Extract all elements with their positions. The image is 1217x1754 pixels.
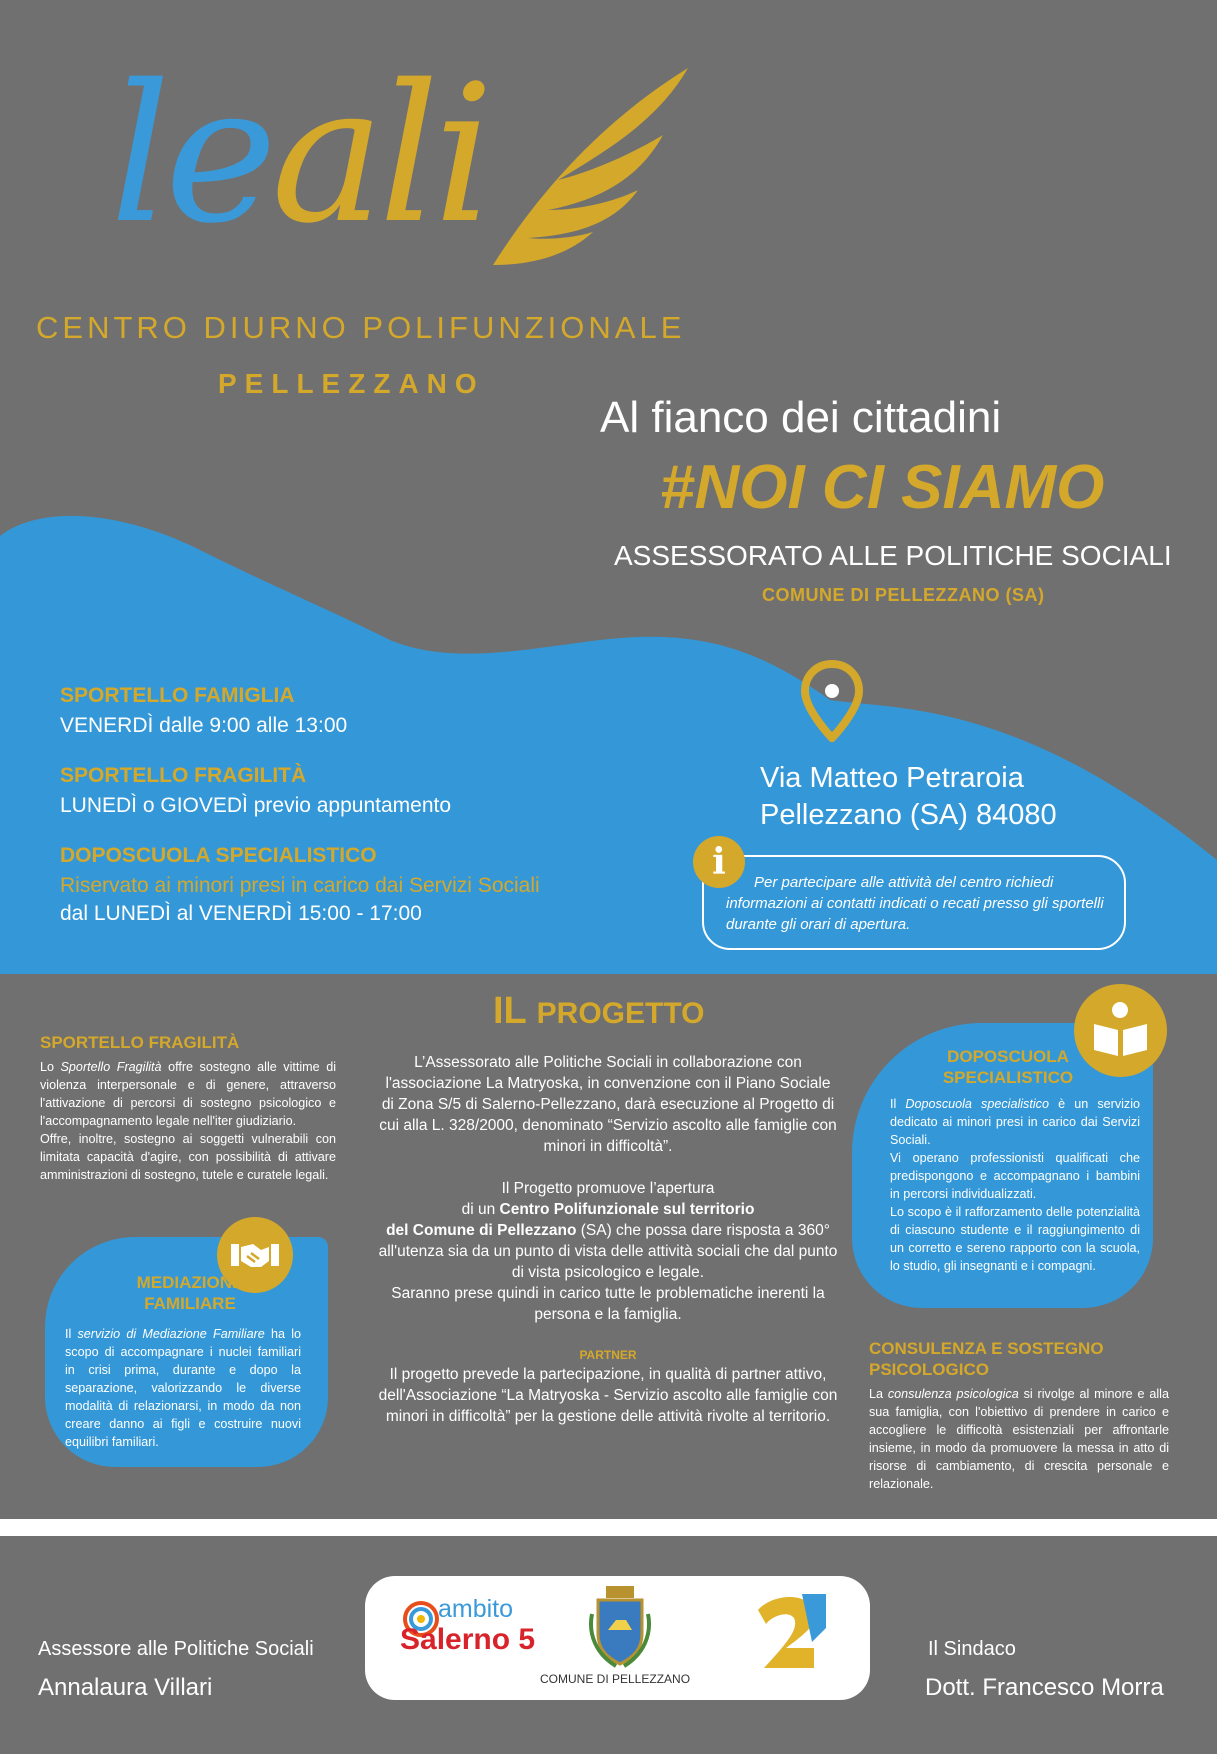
- salerno-word: Salerno 5: [400, 1623, 536, 1656]
- fragilita-title: SPORTELLO FRAGILITÀ: [40, 1033, 240, 1052]
- progetto-title-a: IL: [493, 990, 527, 1032]
- mediazione-title: MEDIAZIONE FAMILIARE: [136, 1273, 244, 1313]
- comune-caption: COMUNE DI PELLEZZANO: [540, 1672, 691, 1686]
- info-text: Per partecipare alle attività del centro richiedi informazioni ai contatti indicati o recati presso gli sportelli durante gli orari di apertura.: [726, 874, 1104, 933]
- assessorato: ASSESSORATO ALLE POLITICHE SOCIALI: [614, 540, 1172, 571]
- service-hours: LUNEDÌ o GIOVEDÌ previo appuntamento: [60, 794, 452, 817]
- progetto-paragraph-2: Il Progetto promuove l’apertura di un Centro Polifunzionale sul territorio del Comune di Pellezzano (SA) che possa dare risposta a 360° all'utenza sia da un punto di vista delle attività sociali che dal punto di vista psicologico e legale. Saranno prese quindi in carico tutte le problematiche inerenti la persona e la famiglia.: [378, 1180, 838, 1323]
- tagline: Al fianco dei cittadini: [600, 393, 1002, 442]
- fragilita-text: Lo Sportello Fragilità offre sostegno alle vittime di violenza interpersonale e di genere, attraverso l'attivazione di percorsi di sostegno psicologico e l'accompagnamento legale nell'iter giudiziario. Offre, inoltre, sostegno ai soggetti vulnerabili con limitata capacità d'agire, con possibilità di attivare amministrazioni di sostegno, tutele e curatele legali.: [40, 1060, 336, 1182]
- divider-band: [0, 1519, 1217, 1536]
- progetto-paragraph-1: L’Assessorato alle Politiche Sociali in collaborazione con l'associazione La Matryoska, in convenzione con il Piano Sociale di Zona S/5 di Salerno-Pellezzano, darà esecuzione al Progetto di cui alla L. 328/2000, denominato “Servizio ascolto alle famiglie con minori in difficoltà”.: [379, 1054, 837, 1155]
- progetto-title-b: PROGETTO: [536, 997, 705, 1030]
- sindaco-role: Il Sindaco: [928, 1638, 1016, 1660]
- location-title: PELLEZZANO: [218, 368, 485, 399]
- service-note: Riservato ai minori presi in carico dai Servizi Sociali: [60, 874, 540, 897]
- hashtag: #NOI CI SIAMO: [660, 453, 1105, 522]
- service-title: SPORTELLO FAMIGLIA: [60, 684, 295, 707]
- progetto-title: [493, 990, 704, 1033]
- crest-icon: [586, 1584, 654, 1668]
- address: [760, 760, 1057, 834]
- subtitle: CENTRO DIURNO POLIFUNZIONALE: [36, 310, 686, 345]
- service-sportello-fragilita: [60, 764, 451, 818]
- doposcuola-title: DOPOSCUOLA SPECIALISTICO: [942, 1047, 1074, 1087]
- comune-label: COMUNE DI PELLEZZANO (SA): [762, 585, 1045, 605]
- assessore-name: Annalaura Villari: [38, 1674, 213, 1701]
- consulenza-text: La consulenza psicologica si rivolge al minore e alla sua famiglia, con l'obiettivo di prendere in carico e accogliere le difficoltà esistenziali per affrontarle insieme, in modo da promuovere la messa in atto di risorse di cambiamento, di crescita personale e relazionale.: [869, 1387, 1169, 1491]
- partner-label: PARTNER: [579, 1348, 637, 1362]
- service-title: DOPOSCUOLA SPECIALISTICO: [60, 844, 377, 867]
- leali-logo: [110, 44, 489, 265]
- logo-text-blue: le: [110, 44, 272, 265]
- mediazione-text: Il servizio di Mediazione Familiare ha lo scopo di accompagnare i nuclei familiari in crisi prima, durante e dopo la separazione, valorizzando le diverse modalità di relazionarsi, in modo da non creare danno ai figli e costruire nuovi equilibri familiari.: [65, 1327, 301, 1449]
- service-hours: dal LUNEDÌ al VENERDÌ 15:00 - 17:00: [60, 902, 422, 925]
- logo-text-gold: ali: [271, 44, 489, 265]
- location-pin-icon: [800, 660, 865, 742]
- sindaco-name: Dott. Francesco Morra: [925, 1674, 1164, 1701]
- progetto-text: [378, 1052, 838, 1325]
- wing-icon: [488, 60, 698, 275]
- service-title: SPORTELLO FRAGILITÀ: [60, 764, 307, 787]
- service-doposcuola: [60, 844, 540, 926]
- consulenza-title: CONSULENZA E SOSTEGNO PSICOLOGICO: [869, 1339, 1104, 1379]
- regional-logo-icon: [752, 1588, 832, 1672]
- doposcuola-text: Il Doposcuola specialistico è un servizio dedicato ai minori presi in carico dai Servizi Sociali. Vi operano professionisti qualificati che predispongono e accompagnano i bambini in percorsi individualizzati. Lo scopo è il rafforzamento delle potenzialità di ciascuno studente e il raggiungimento di un corretto e sereno rapporto con la scuola, lo studio, gli insegnanti e i compagni.: [890, 1097, 1141, 1273]
- ambito-word: ambito: [438, 1595, 514, 1623]
- assessore-role: Assessore alle Politiche Sociali: [38, 1638, 314, 1660]
- partner-text: Il progetto prevede la partecipazione, in qualità di partner attivo, dell'Associazione “La Matryoska - Servizio ascolto alle famiglie con minori in difficoltà” per la gestione delle attività rivolte al territorio.: [378, 1366, 838, 1425]
- service-hours: VENERDÌ dalle 9:00 alle 13:00: [60, 714, 348, 737]
- info-icon: i: [693, 836, 745, 888]
- service-sportello-famiglia: [60, 684, 347, 738]
- address-street: Via Matteo Petraroia: [760, 762, 1024, 794]
- address-city: Pellezzano (SA) 84080: [760, 799, 1057, 831]
